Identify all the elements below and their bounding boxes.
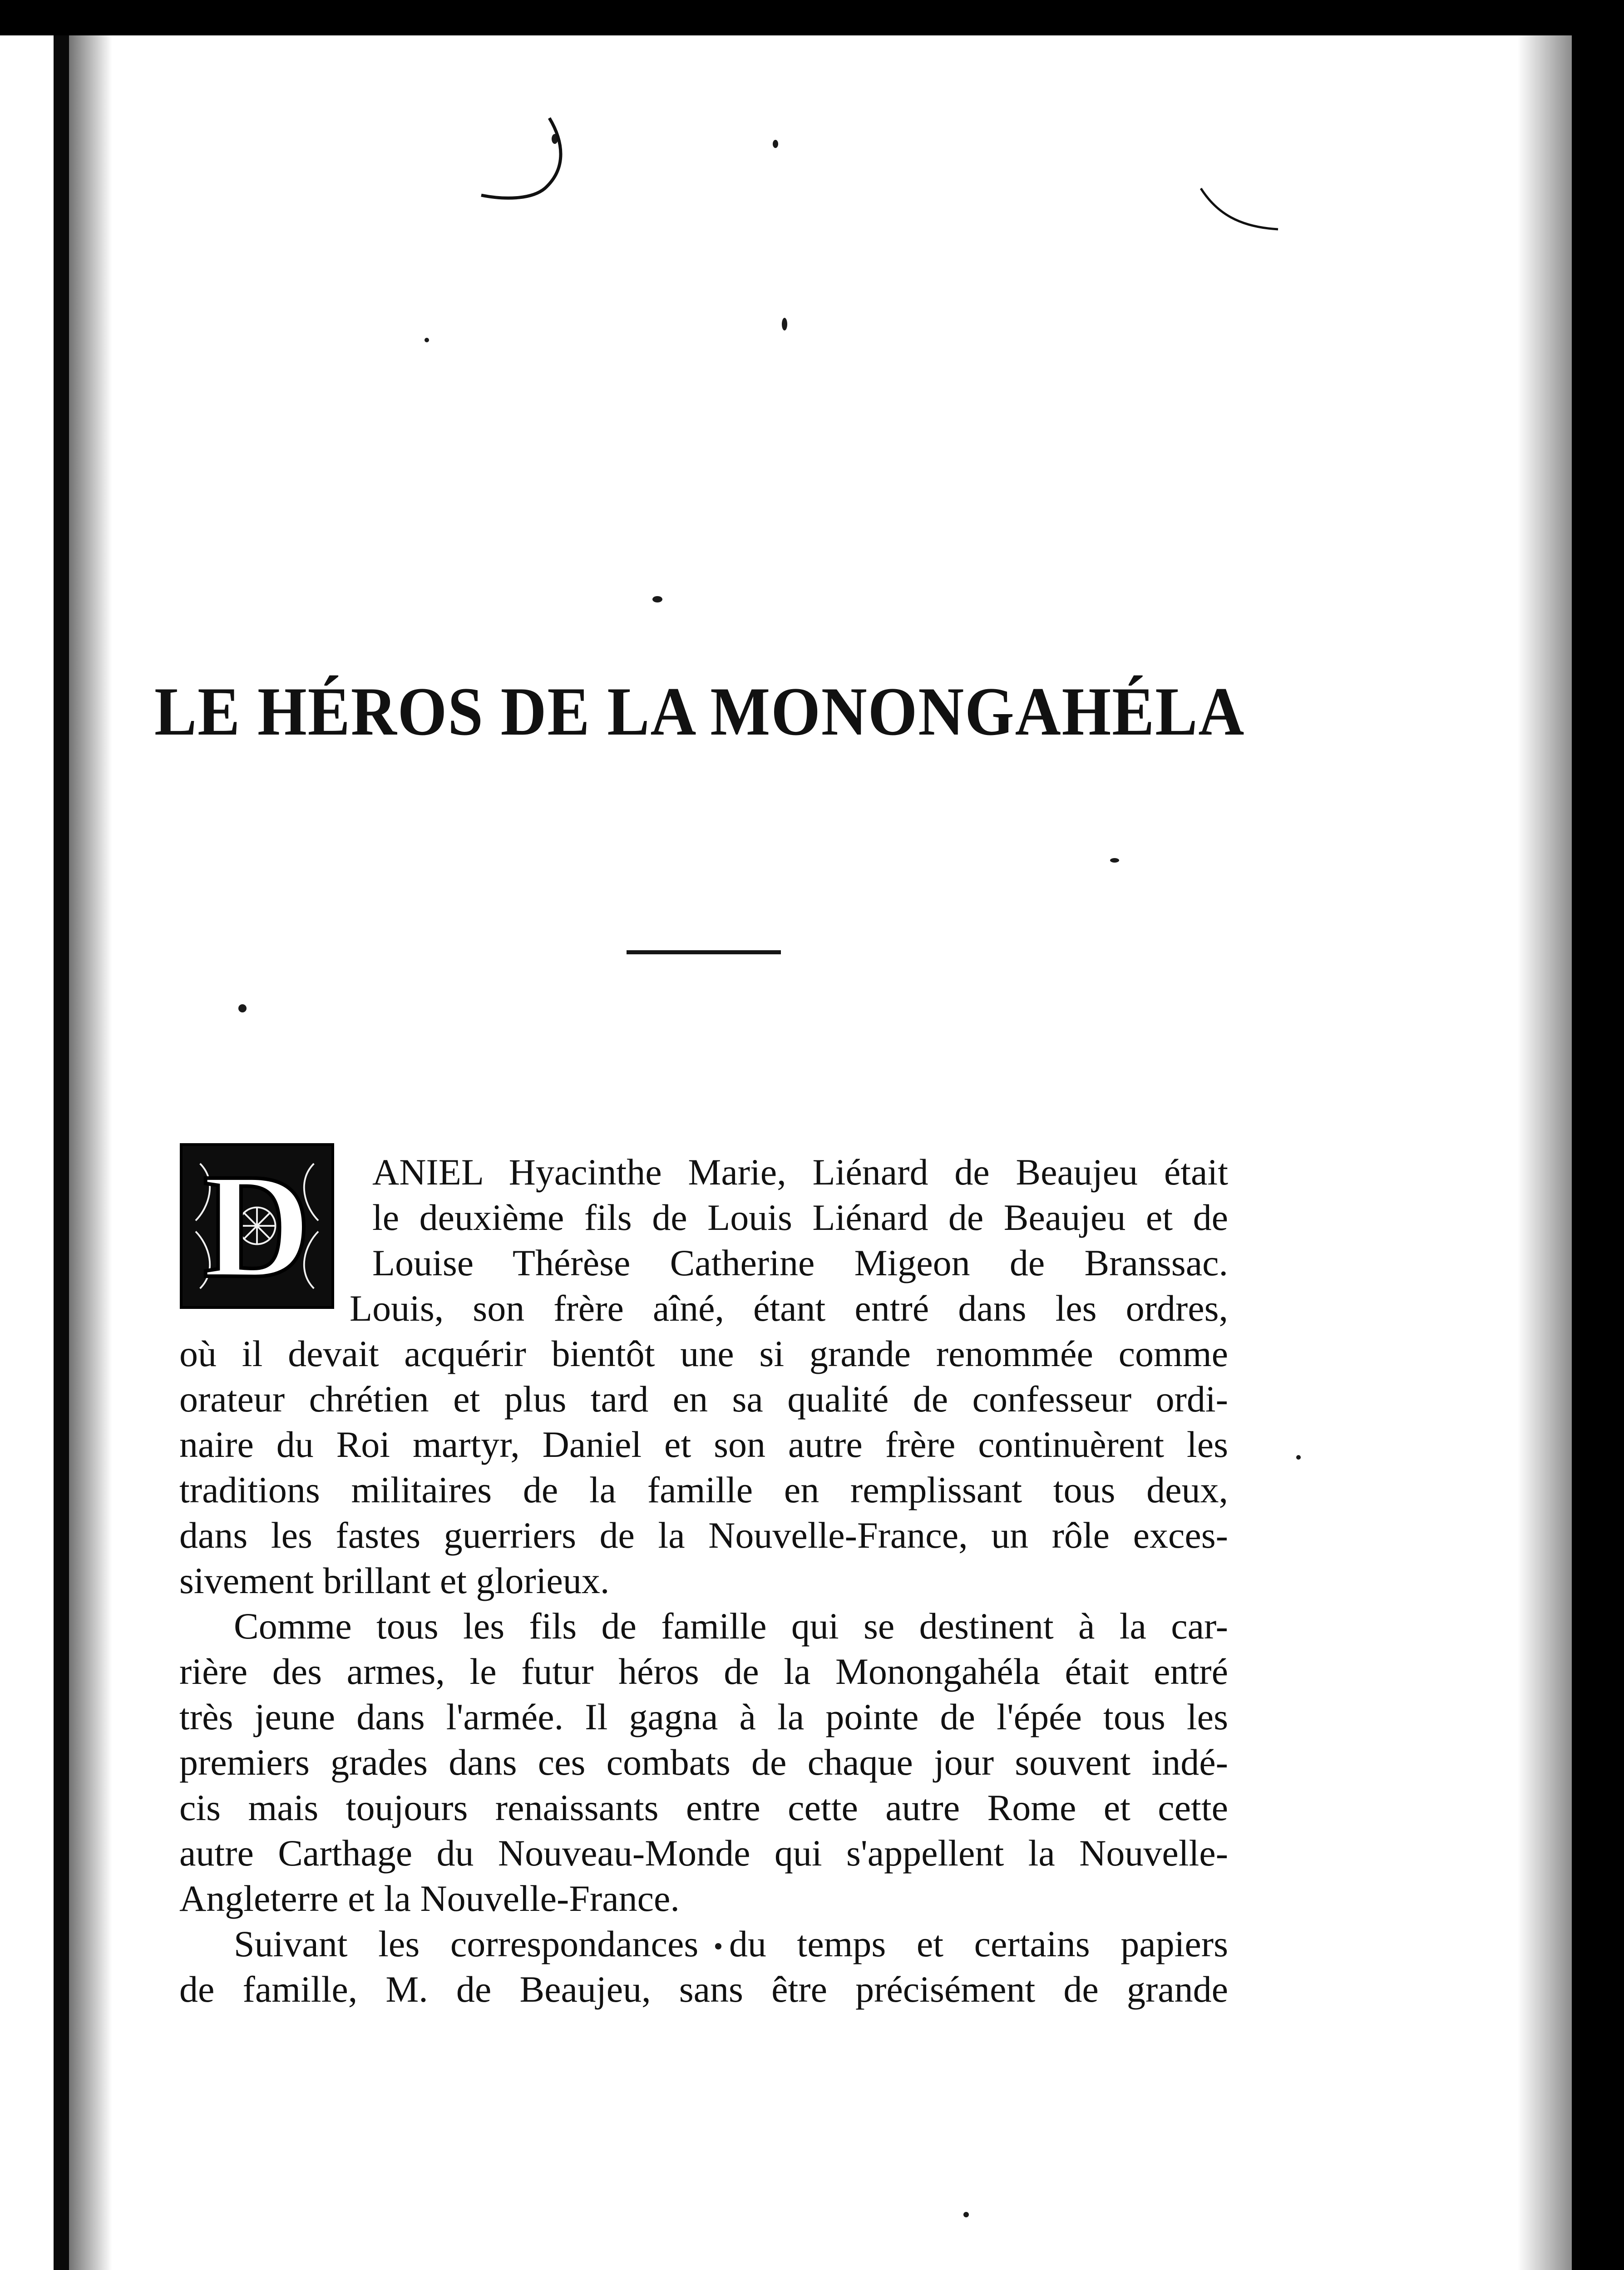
text-line: ANIEL Hyacinthe Marie, Liénard de Beaujeu était	[372, 1151, 1228, 1193]
text-line: Suivant les correspondances du temps et certains papiers	[234, 1923, 1228, 1964]
text-line: premiers grades dans ces combats de chaque jour souvent indé-	[179, 1742, 1228, 1783]
text-line: très jeune dans l'armée. Il gagna à la pointe de l'épée tous les	[179, 1696, 1228, 1737]
text-line: autre Carthage du Nouveau-Monde qui s'appellent la Nouvelle-	[179, 1832, 1228, 1874]
text-line: où il devait acquérir bientôt une si grande renommée comme	[179, 1333, 1228, 1374]
text-line: traditions militaires de la famille en remplissant tous deux,	[179, 1469, 1228, 1510]
text-line: le deuxième fils de Louis Liénard de Beaujeu et de	[372, 1197, 1228, 1238]
text-line: Louis, son frère aîné, étant entré dans les ordres,	[350, 1288, 1228, 1329]
text-line: orateur chrétien et plus tard en sa qualité de confesseur ordi-	[179, 1378, 1228, 1420]
page-title: LE HÉROS DE LA MONONGAHÉLA	[154, 673, 1245, 750]
drop-cap-letter: D	[202, 1143, 311, 1309]
text-line: de famille, M. de Beaujeu, sans être précisément de grande	[179, 1969, 1228, 2010]
text-line: sivement brillant et glorieux.	[179, 1560, 610, 1601]
text-line: Angleterre et la Nouvelle-France.	[179, 1878, 680, 1919]
text-line: naire du Roi martyr, Daniel et son autre frère continuèrent les	[179, 1424, 1228, 1465]
text-line: cis mais toujours renaissants entre cette autre Rome et cette	[179, 1787, 1228, 1828]
text-line: Comme tous les fils de famille qui se destinent à la car-	[234, 1605, 1228, 1647]
text-line: rière des armes, le futur héros de la Monongahéla était entré	[179, 1651, 1228, 1692]
text-line: Louise Thérèse Catherine Migeon de Branssac.	[372, 1242, 1228, 1283]
text-line: dans les fastes guerriers de la Nouvelle-France, un rôle exces-	[179, 1515, 1228, 1556]
